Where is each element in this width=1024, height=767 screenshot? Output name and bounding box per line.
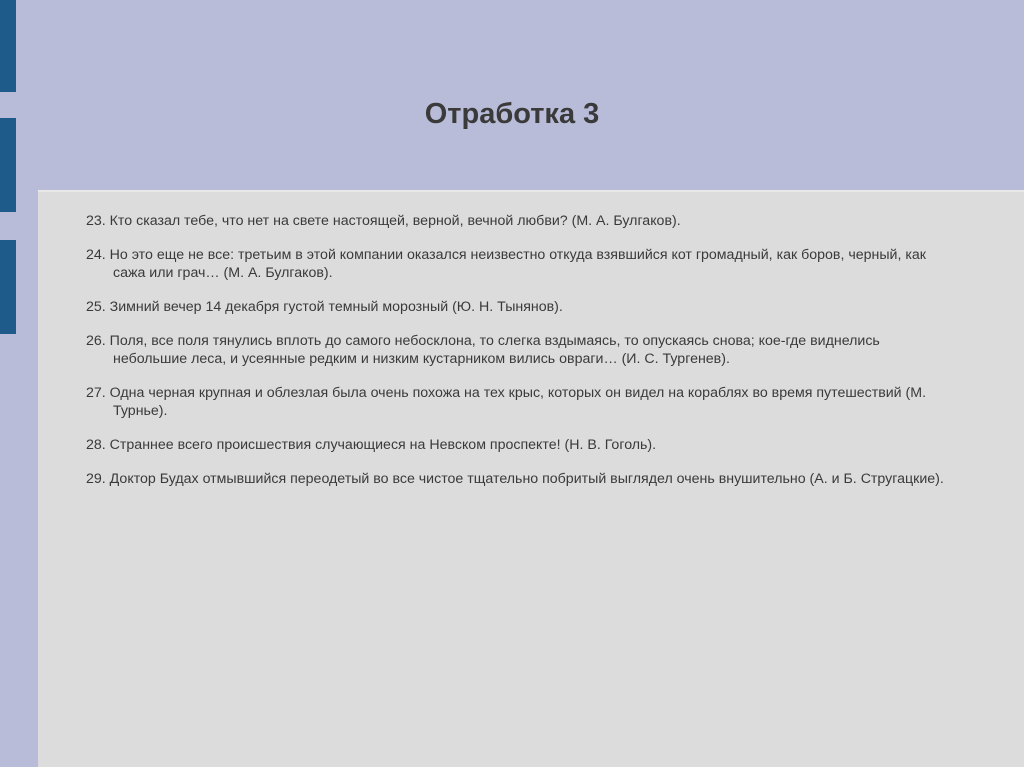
accent-bar-bottom	[0, 240, 16, 334]
slide-title: Отработка 3	[424, 98, 600, 130]
content-panel	[38, 190, 1024, 767]
list-item: 29. Доктор Будах отмывшийся переодетый во все чистое тщательно побритый выглядел очень внушительно (А. и Б. Стругацкие).	[86, 471, 944, 487]
list-item: 27. Одна черная крупная и облезлая была очень похожа на тех крыс, которых он видел на кораблях во время путешествий (М. Турнье).	[86, 385, 927, 419]
list-item: 26. Поля, все поля тянулись вплоть до самого небосклона, то слегка вздымаясь, то опускаясь снова; кое-где виднелись небольшие леса, и усеянные редким и низким кустарником вились овраги… (И. С. Тургенев).	[86, 333, 880, 367]
list-item: 24. Но это еще не все: третьим в этой компании оказался неизвестно откуда взявшийся кот громадный, как боров, черный, как сажа или грач… (М. А. Булгаков).	[86, 247, 926, 281]
list-item: 23. Кто сказал тебе, что нет на свете настоящей, верной, вечной любви? (М. А. Булгаков).	[86, 213, 681, 229]
accent-bar-top	[0, 0, 16, 92]
list-item: 28. Страннее всего происшествия случающиеся на Невском проспекте! (Н. В. Гоголь).	[86, 437, 657, 453]
sentence-list	[86, 212, 946, 504]
list-item: 25. Зимний вечер 14 декабря густой темный морозный (Ю. Н. Тынянов).	[86, 299, 563, 315]
accent-bar-middle	[0, 118, 16, 212]
